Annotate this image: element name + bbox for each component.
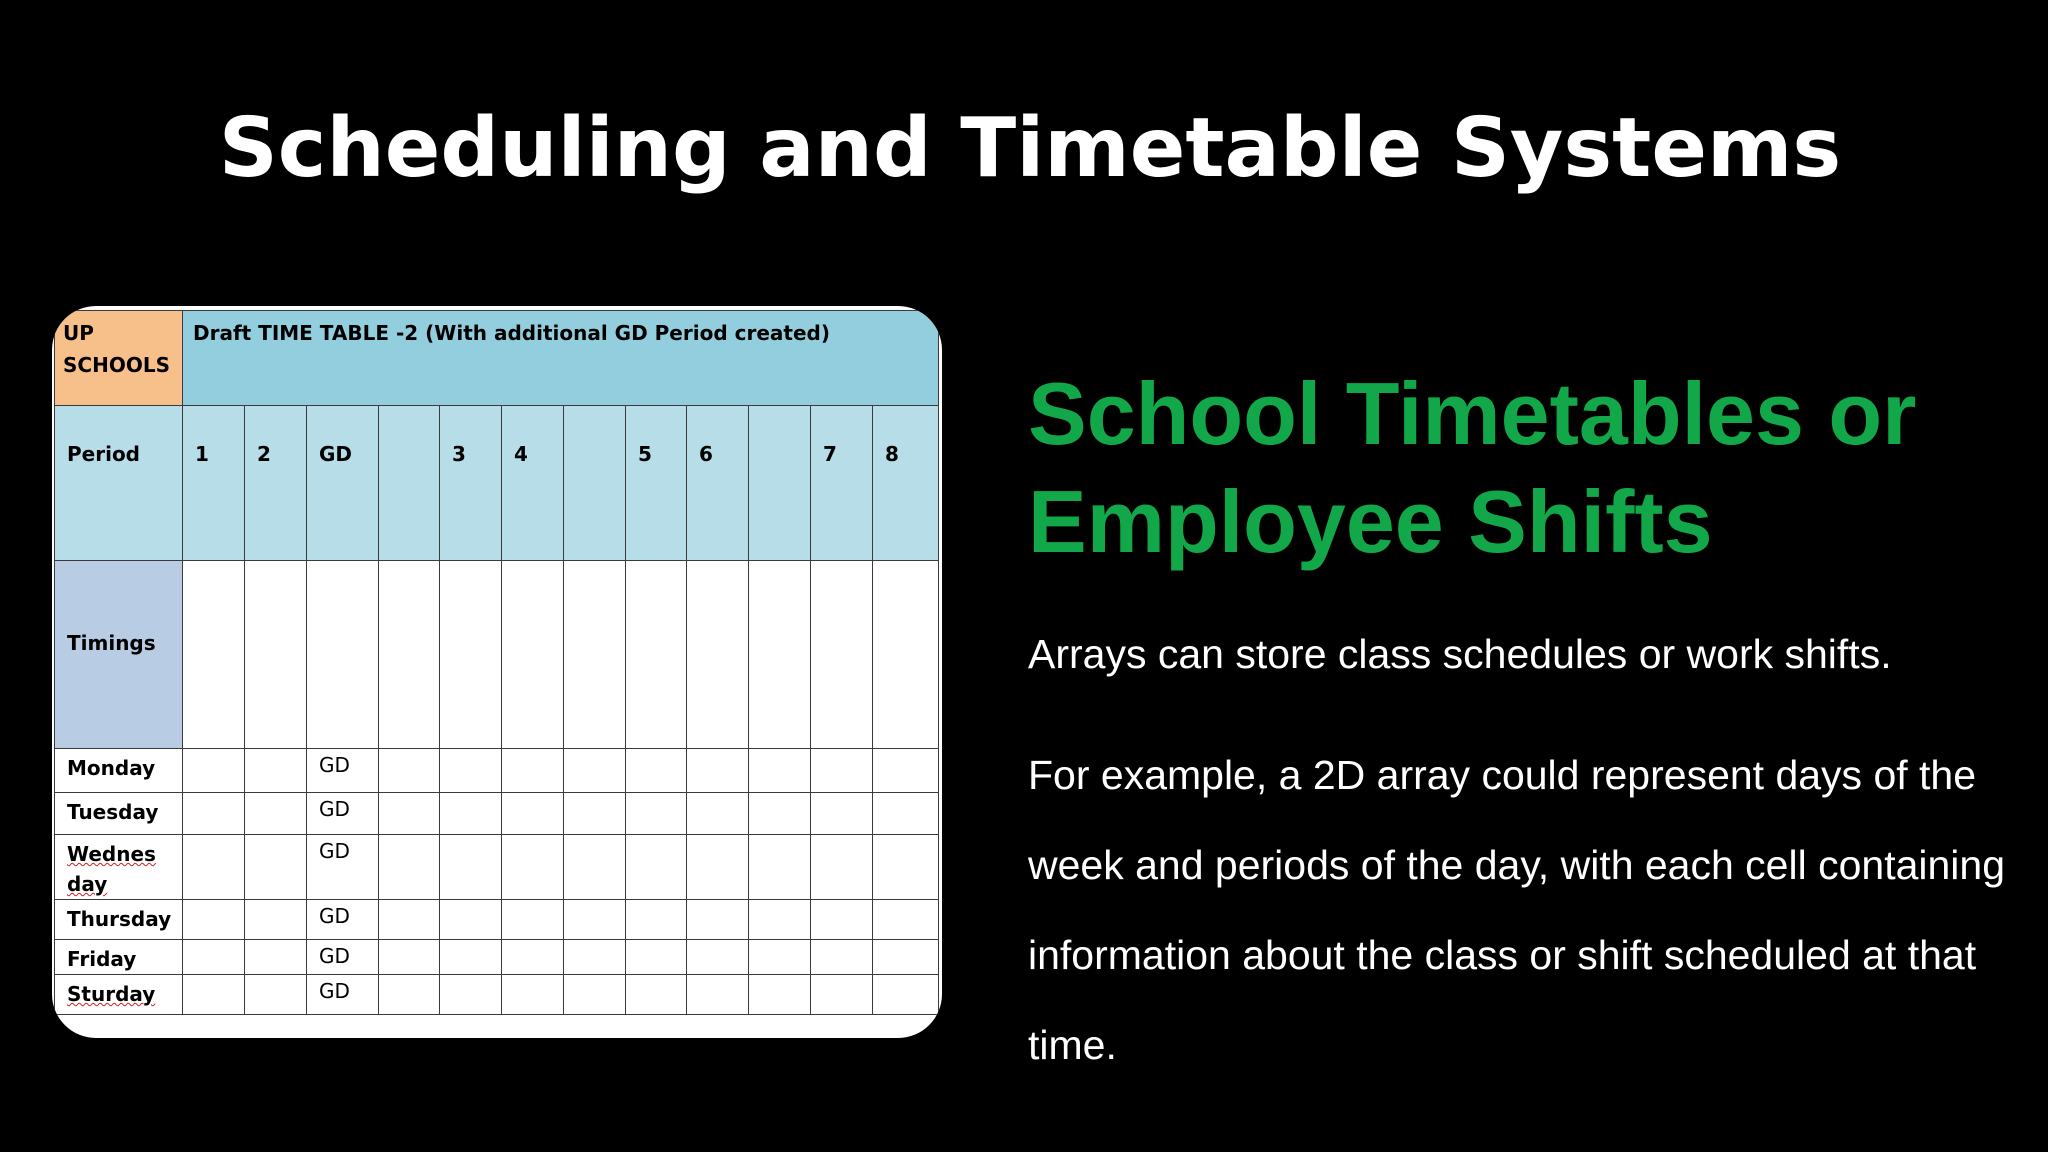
timing-cell [749, 561, 811, 749]
table-row [55, 975, 939, 1015]
timing-cell [626, 561, 687, 749]
day-label: Tuesday [55, 793, 183, 835]
period-cell: GD [307, 406, 379, 561]
timings-label: Timings [67, 631, 156, 655]
day-label: Thursday [55, 900, 183, 940]
table-row [55, 793, 939, 835]
gd-cell: GD [307, 835, 379, 900]
timing-cell [379, 561, 440, 749]
timing-cell [873, 561, 939, 749]
period-label: Period [67, 442, 140, 466]
body-paragraph: For example, a 2D array could represent days of the week and periods of the day, with each cell containing information about the class or shift scheduled at that time. [1028, 752, 2006, 1068]
timing-cell [440, 561, 502, 749]
timing-cell [564, 561, 626, 749]
period-cell: 2 [245, 406, 307, 561]
body-paragraph: Arrays can store class schedules or work shifts. [1028, 631, 1892, 677]
period-cell: 3 [440, 406, 502, 561]
period-cell: 4 [502, 406, 564, 561]
timing-cell [183, 561, 245, 749]
table-row [55, 835, 939, 900]
day-label: Sturday [55, 975, 183, 1015]
period-cell-interval [749, 406, 811, 561]
table-row [55, 900, 939, 940]
period-cell: 5 [626, 406, 687, 561]
timetable-image [52, 306, 942, 1038]
school-label-cell: UP SCHOOLS [55, 311, 183, 406]
timing-cell [502, 561, 564, 749]
timing-cell [687, 561, 749, 749]
slide-title: Scheduling and Timetable Systems [218, 101, 1842, 196]
gd-cell: GD [307, 975, 379, 1015]
period-cell: 7 [811, 406, 873, 561]
timetable [54, 310, 939, 1015]
timing-cell [811, 561, 873, 749]
timetable-title: Draft TIME TABLE -2 (With additional GD Period created) [183, 311, 939, 406]
gd-cell: GD [307, 940, 379, 975]
gd-cell: GD [307, 749, 379, 793]
slide-subtitle: School Timetables or Employee Shifts [1028, 364, 1917, 571]
gd-cell: GD [307, 793, 379, 835]
timing-cell [245, 561, 307, 749]
period-cell: 1 [183, 406, 245, 561]
timings-label-cell [55, 561, 183, 749]
day-label: Monday [55, 749, 183, 793]
gd-cell: GD [307, 900, 379, 940]
period-cell-interval [379, 406, 440, 561]
day-label: Friday [55, 940, 183, 975]
day-label: Wednes day [55, 835, 183, 900]
period-cell: 8 [873, 406, 939, 561]
table-row [55, 749, 939, 793]
period-cell-lunch [564, 406, 626, 561]
timing-cell [307, 561, 379, 749]
table-row [55, 940, 939, 975]
period-label-cell [55, 406, 183, 561]
period-cell: 6 [687, 406, 749, 561]
